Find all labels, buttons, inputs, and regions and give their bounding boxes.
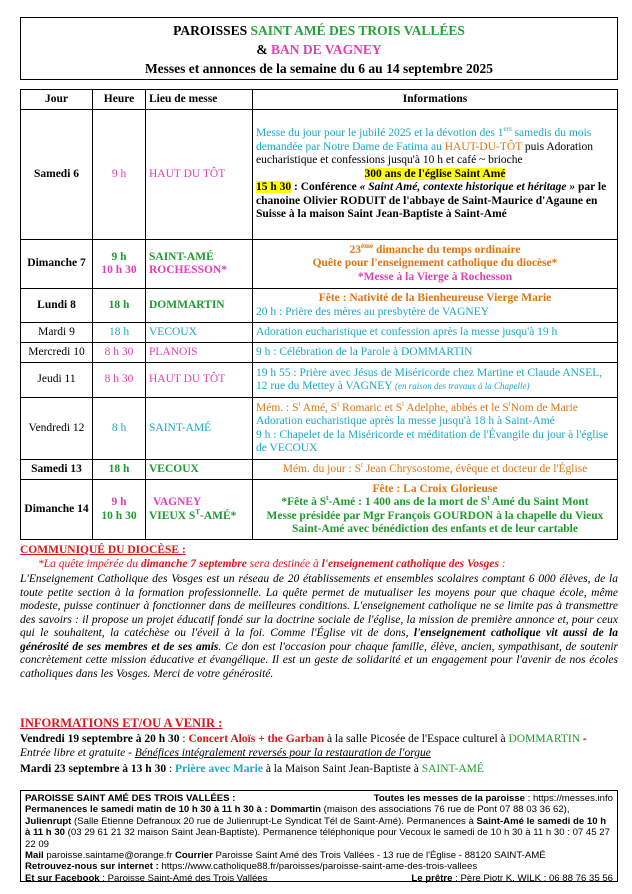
header-line-1: PAROISSES SAINT AMÉ DES TROIS VALLÉES xyxy=(173,23,465,38)
place-cell: VAGNEY VIEUX $S^T-AMÉ*$ xyxy=(146,480,253,540)
table-header-row xyxy=(21,90,618,110)
place-cell: SAINT-AMÉ ROCHESSON* xyxy=(146,240,253,289)
table-row xyxy=(21,460,618,480)
place-cell: HAUT DU TÔT xyxy=(146,110,253,240)
place-cell: SAINT-AMÉ xyxy=(146,398,253,460)
hour-cell: 9 h 10 h 30 xyxy=(93,240,146,289)
upcoming-info xyxy=(20,716,618,776)
table-row xyxy=(21,289,618,323)
table-row xyxy=(21,110,618,240)
hour-cell: 18 h xyxy=(93,289,146,323)
parish-footer: PAROISSE SAINT AMÉ DES TROIS VALLÉES : Toutes les messes de la paroisse : https://messes.info Permanences le samedi matin de 10 h 30 à 11 h 30 à : Dommartin (maison des associations 76 rue de Pont 07 88 03 36 62), Julienrupt (Salle Etienne Defranoux 20 rue de Julienrupt-Le Syndicat Tél de Saint-Amé). Permanences à Saint-Amé le samedi de 10 h à 11 h 30 (03 29 61 21 32 maison Saint Jean-Baptiste). Permanence téléphonique pour Vecoux le samedi de 10 h 30 à 11 h 30 : 07 45 27 22 09 Mail paroisse.saintame@orange.fr Courrier Paroisse Saint Amé des Trois Vallées - 13 rue de l'Église - 88120 SAINT-AMÉ Retrouvez-nous sur internet : https://www.catholique88.fr/paroisses/paroisse-saint-ame-des-trois-vallees Et sur Facebook : Paroisse Saint-Amé des Trois Vallées Le prêtre : Père Piotr K. WILK : 06 88 76 35 56 xyxy=(20,790,618,882)
hour-cell: 9 h xyxy=(93,110,146,240)
header-line-3: Messes et annonces de la semaine du 6 au 14 septembre 2025 xyxy=(144,61,494,76)
info-cell: Messe du jour pour le jubilé 2025 et la dévotion des 1ers samedis du mois demandée par Notre Dame de Fatima au HAUT-DU-TÔT puis Adoration eucharistique et confessions jusqu'à 10 h et café ~ brioche 300 ans de l'église Saint Amé 15 h 30 : Conférence « Saint Amé, contexte historique et héritage » par le chanoine Olivier RODUIT de l'abbaye de Saint-Maurice d'Agaune en Suisse à la maison Saint Jean-Baptiste à Saint-Amé xyxy=(253,110,618,240)
info-cell: Fête : La Croix Glorieuse *Fête à $S^t$-Amé : 1 400 ans de la mort de $S^t$ Amé du Saint Mont Messe présidée par Mgr François GOURDON à la chapelle du Vieux Saint-Amé avec bénédiction des enfants et de leur cartable xyxy=(253,480,618,540)
day-cell: Mercredi 10 xyxy=(21,343,93,363)
col-header-day: Jour xyxy=(21,90,93,110)
hour-cell: 8 h 30 xyxy=(93,363,146,398)
day-cell: Mardi 9 xyxy=(21,323,93,343)
info-cell: 19 h 55 : Prière avec Jésus de Miséricorde chez Martine et Claude ANSEL, 12 rue du Mettey à VAGNEY (en raison des travaux à la Chapelle) xyxy=(253,363,618,398)
info-cell: Fête : Nativité de la Bienheureuse Vierge Marie 20 h : Prière des mères au presbytère de VAGNEY xyxy=(253,289,618,323)
day-cell: Dimanche 14 xyxy=(21,480,93,540)
place-cell: HAUT DU TÔT xyxy=(146,363,253,398)
event-item: Mardi 23 septembre à 13 h 30 : Prière avec Marie à la Maison Saint Jean-Baptiste à SAINT-AMÉ xyxy=(20,763,484,775)
hour-cell: 18 h xyxy=(93,323,146,343)
communique-title: COMMUNIQUÉ DU DIOCÈSE : xyxy=(20,544,186,556)
col-header-place: Lieu de messe xyxy=(146,90,253,110)
communique-body: L'Enseignement Catholique des Vosges est un réseau de 20 établissements et ensembles scolaires comptant 6 000 élèves, de la toute petite section à la formation professionnelle. La quête permet de mutualiser les moyens pour que chaque école, même modeste, puisse continuer à fonctionner dans de meilleures conditions. L'enseignement catholique ne se limite pas à transmettre des savoirs : il propose un projet éducatif fondé sur la doctrine sociale de l'église, la mission de première annonce et, pour ceux qui le souhaitent, la catéchèse ou l'éveil à la foi. Comme l'Église vit de dons, l'enseignement catholique vit aussi de la générosité de ses membres et de ses amis. Ce don est l'occasion pour chaque famille, élève, ancien, sympathisant, de soutenir concrètement cette mission éducative et évangélique. Il est un geste de solidarité et un engagement pour l'avenir de nos écoles catholiques dans les Vosges. Merci de votre générosité. xyxy=(20,573,618,680)
hour-cell: 8 h 30 xyxy=(93,343,146,363)
place-cell: VECOUX xyxy=(146,460,253,480)
header-line-2: & BAN DE VAGNEY xyxy=(256,42,382,57)
hour-cell: 18 h xyxy=(93,460,146,480)
table-row xyxy=(21,480,618,540)
info-cell: Mém. du jour : $S^t$ Jean Chrysostome, évêque et docteur de l'Église xyxy=(253,460,618,480)
table-row xyxy=(21,343,618,363)
place-cell: PLANOIS xyxy=(146,343,253,363)
info-cell: 23ème dimanche du temps ordinaire Quête pour l'enseignement catholique du diocèse* *Messe à la Vierge à Rochesson xyxy=(253,240,618,289)
day-cell: Vendredi 12 xyxy=(21,398,93,460)
info-cell: Adoration eucharistique et confession après la messe jusqu'à 19 h xyxy=(253,323,618,343)
diocese-communique xyxy=(20,544,618,681)
table-row xyxy=(21,323,618,343)
info-cell: 9 h : Célébration de la Parole à DOMMARTIN xyxy=(253,343,618,363)
hour-cell: 9 h 10 h 30 xyxy=(93,480,146,540)
day-cell: Dimanche 7 xyxy=(21,240,93,289)
day-cell: Lundi 8 xyxy=(21,289,93,323)
info-cell: Mém. : $S^t$ Amé, $S^t$ Romaric et $S^t$ Adelphe, abbés et le $S^tNom$ de Marie Adoration eucharistique après la messe jusqu'à 18 h à Saint-Amé 9 h : Chapelet de la Miséricorde et méditation de l'Évangile du jour à l'église de VECOUX xyxy=(253,398,618,460)
hour-cell: 8 h xyxy=(93,398,146,460)
table-row xyxy=(21,363,618,398)
day-cell: Samedi 6 xyxy=(21,110,93,240)
communique-note: *La quête impérée du dimanche 7 septembre sera destinée à l'enseignement catholique des Vosges : xyxy=(38,557,506,570)
place-cell: VECOUX xyxy=(146,323,253,343)
day-cell: Samedi 13 xyxy=(21,460,93,480)
day-cell: Jeudi 11 xyxy=(21,363,93,398)
info-title: INFORMATIONS ET/OU A VENIR : xyxy=(20,716,223,730)
bulletin-header xyxy=(20,17,618,80)
table-row xyxy=(21,398,618,460)
schedule-table xyxy=(20,89,618,540)
event-item: Vendredi 19 septembre à 20 h 30 : Concert Aloïs + the Garban à la salle Picosée de l'Espace culturel à DOMMARTIN - Entrée libre et gratuite - Bénéfices intégralement reversés pour la restauration de l'orgue xyxy=(20,733,587,759)
col-header-info: Informations xyxy=(253,90,618,110)
place-cell: DOMMARTIN xyxy=(146,289,253,323)
col-header-hour: Heure xyxy=(93,90,146,110)
table-row xyxy=(21,240,618,289)
